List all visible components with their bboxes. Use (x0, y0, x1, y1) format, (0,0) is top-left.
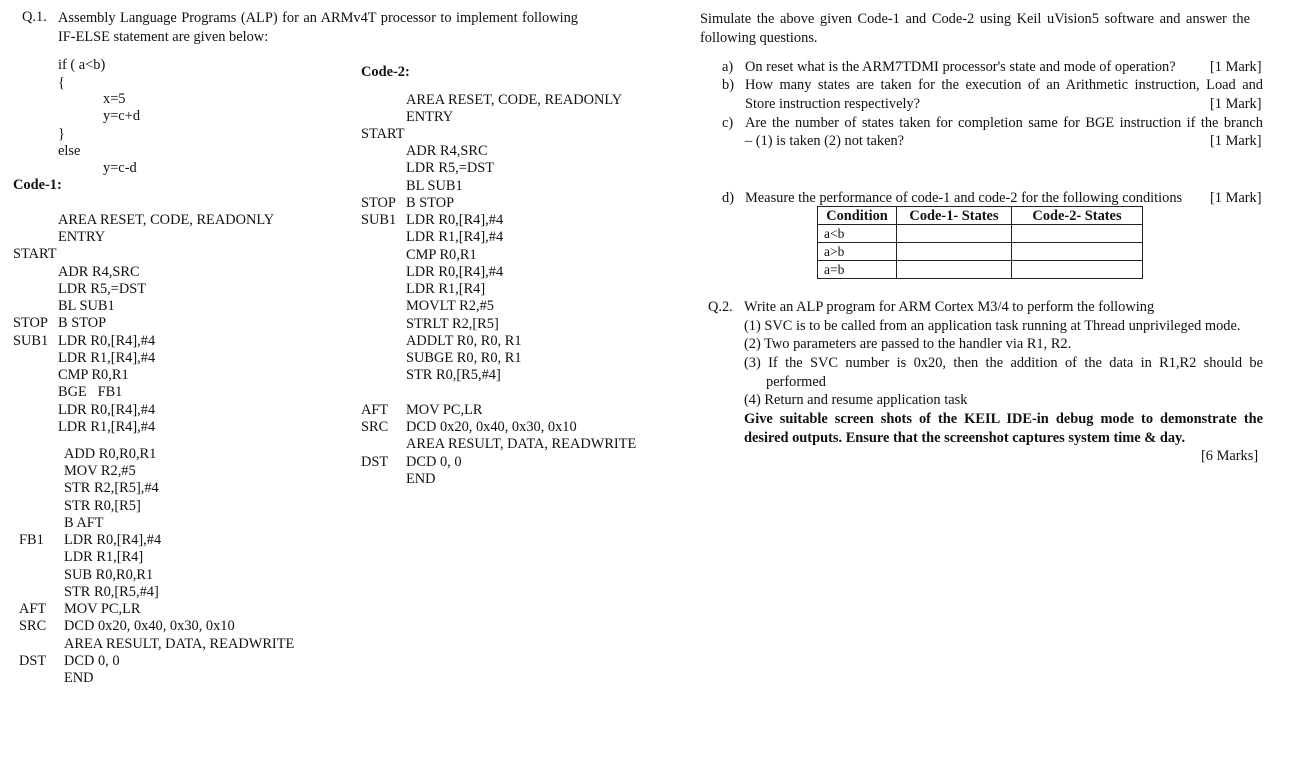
q2-item4: (4) Return and resume application task (744, 392, 968, 408)
table-cell (1012, 225, 1143, 243)
code2-aft-instr: MOV PC,LR (406, 402, 483, 418)
sim-b-mark: [1 Mark] (1210, 96, 1262, 112)
code1-line: LDR R1,[R4] (64, 549, 144, 565)
code1-line: LDR R0,[R4],#4 (64, 532, 162, 548)
code1-line: ADR R4,SRC (58, 264, 140, 280)
code2-entry: ENTRY (406, 109, 454, 125)
code1-line: ADD R0,R0,R1 (64, 446, 157, 462)
code1-line: BL SUB1 (58, 298, 115, 314)
code1-aft-instr: MOV PC,LR (64, 601, 141, 617)
q2-item3b: performed (766, 374, 826, 390)
code1-line: MOV R2,#5 (64, 463, 136, 479)
code1-stop-label: STOP (13, 315, 48, 331)
ifelse-line5: } (58, 126, 65, 142)
code1-title: Code-1: (13, 177, 62, 193)
table-cell (1012, 261, 1143, 279)
code2-line: CMP R0,R1 (406, 247, 477, 263)
sim-c-label: c) (722, 115, 734, 131)
ifelse-line1: if ( a<b) (58, 57, 106, 73)
table-row (818, 261, 1143, 279)
q1-number: Q.1. (22, 9, 47, 25)
code2-line: LDR R1,[R4] (406, 281, 486, 297)
table-cell (897, 261, 1012, 279)
q2-number: Q.2. (708, 299, 733, 315)
sim-d-mark: [1 Mark] (1210, 190, 1262, 206)
code2-end: END (406, 471, 436, 487)
code2-area: AREA RESET, CODE, READONLY (406, 92, 623, 108)
code1-entry: ENTRY (58, 229, 106, 245)
sim-c-text1: Are the number of states taken for completion same for BGE instruction if the branch (745, 115, 1263, 131)
code2-line: LDR R0,[R4],#4 (406, 264, 504, 280)
q2-bold2: desired outputs. Ensure that the screenshot captures system time & day. (744, 430, 1186, 446)
code1-line: LDR R1,[R4],#4 (58, 419, 156, 435)
code1-line: STR R2,[R5],#4 (64, 480, 159, 496)
code1-line: CMP R0,R1 (58, 367, 129, 383)
table-header: Condition (818, 207, 897, 225)
code1-line: LDR R0,[R4],#4 (58, 402, 156, 418)
code2-line: SUBGE R0, R0, R1 (406, 350, 522, 366)
code1-end: END (64, 670, 94, 686)
code1-area2: AREA RESULT, DATA, READWRITE (64, 636, 295, 652)
table-row (818, 243, 1143, 261)
code1-line: LDR R1,[R4],#4 (58, 350, 156, 366)
code1-line: LDR R0,[R4],#4 (58, 333, 156, 349)
q2-marks: [6 Marks] (1201, 448, 1259, 464)
code1-aft-label: AFT (19, 601, 47, 617)
table-header: Code-2- States (1012, 207, 1143, 225)
ifelse-line2: { (58, 75, 65, 91)
sim-b-label: b) (722, 77, 734, 93)
code2-line: LDR R0,[R4],#4 (406, 212, 504, 228)
table-header-row (818, 207, 1143, 225)
sim-d-text: Measure the performance of code-1 and code-2 for the following conditions (745, 190, 1183, 206)
code2-dst-label: DST (361, 454, 389, 470)
code2-line: ADDLT R0, R0, R1 (406, 333, 522, 349)
code2-line: LDR R1,[R4],#4 (406, 229, 504, 245)
code1-src-label: SRC (19, 618, 47, 634)
code2-area2: AREA RESULT, DATA, READWRITE (406, 436, 637, 452)
code2-line: MOVLT R2,#5 (406, 298, 494, 314)
q2-bold1: Give suitable screen shots of the KEIL IDE-in debug mode to demonstrate the (744, 411, 1263, 427)
code2-aft-label: AFT (361, 402, 389, 418)
code1-dst-label: DST (19, 653, 47, 669)
code2-line: BL SUB1 (406, 178, 463, 194)
table-cell: a<b (818, 225, 897, 243)
performance-table (817, 206, 1143, 279)
code1-src-instr: DCD 0x20, 0x40, 0x30, 0x10 (64, 618, 235, 634)
code1-line: BGE FB1 (58, 384, 123, 400)
table-cell (897, 225, 1012, 243)
code1-area: AREA RESET, CODE, READONLY (58, 212, 275, 228)
code1-sub1-label: SUB1 (13, 333, 49, 349)
table-cell: a>b (818, 243, 897, 261)
code2-sub1-label: SUB1 (361, 212, 397, 228)
ifelse-line6: else (58, 143, 81, 159)
code2-stop-instr: B STOP (406, 195, 455, 211)
code2-dst-instr: DCD 0, 0 (406, 454, 462, 470)
code2-src-instr: DCD 0x20, 0x40, 0x30, 0x10 (406, 419, 577, 435)
ifelse-line3: x=5 (103, 91, 126, 107)
code2-start: START (361, 126, 405, 142)
code1-line: SUB R0,R0,R1 (64, 567, 154, 583)
code1-line: STR R0,[R5,#4] (64, 584, 159, 600)
sim-a-text: On reset what is the ARM7TDMI processor's state and mode of operation? (745, 59, 1176, 75)
sim-intro: Simulate the above given Code-1 and Code-2 using Keil uVision5 software and answer the following questions. (700, 11, 1250, 46)
code1-stop-instr: B STOP (58, 315, 107, 331)
code2-line: LDR R5,=DST (406, 160, 495, 176)
q2-item3a: (3) If the SVC number is 0x20, then the addition of the data in R1,R2 should be (744, 355, 1263, 371)
code1-dst-instr: DCD 0, 0 (64, 653, 120, 669)
code2-stop-label: STOP (361, 195, 396, 211)
code1-fb1-label: FB1 (19, 532, 44, 548)
q1-text: Assembly Language Programs (ALP) for an ARMv4T processor to implement following IF-ELSE statement are given below: (58, 10, 578, 45)
ifelse-line4: y=c+d (103, 108, 141, 124)
code1-start: START (13, 246, 57, 262)
ifelse-line7: y=c-d (103, 160, 137, 176)
sim-b-text1: How many states are taken for the execution of an Arithmetic instruction, Load and (745, 77, 1263, 93)
code1-line: LDR R5,=DST (58, 281, 147, 297)
code2-line: ADR R4,SRC (406, 143, 488, 159)
table-cell (897, 243, 1012, 261)
code2-title: Code-2: (361, 64, 410, 80)
table-cell: a=b (818, 261, 897, 279)
sim-c-mark: [1 Mark] (1210, 133, 1262, 149)
q2-item1: (1) SVC is to be called from an application task running at Thread unprivileged mode. (744, 318, 1241, 334)
table-header: Code-1- States (897, 207, 1012, 225)
code1-line: B AFT (64, 515, 104, 531)
sim-a-mark: [1 Mark] (1210, 59, 1262, 75)
sim-c-text2: – (1) is taken (2) not taken? (745, 133, 905, 149)
code1-line: STR R0,[R5] (64, 498, 141, 514)
table-row (818, 225, 1143, 243)
sim-d-label: d) (722, 190, 734, 206)
q2-line0: Write an ALP program for ARM Cortex M3/4 to perform the following (744, 299, 1155, 315)
sim-a-label: a) (722, 59, 734, 75)
q2-item2: (2) Two parameters are passed to the handler via R1, R2. (744, 336, 1072, 352)
sim-b-text2: Store instruction respectively? (745, 96, 921, 112)
code2-line: STRLT R2,[R5] (406, 316, 499, 332)
table-cell (1012, 243, 1143, 261)
code2-src-label: SRC (361, 419, 389, 435)
code2-line: STR R0,[R5,#4] (406, 367, 501, 383)
